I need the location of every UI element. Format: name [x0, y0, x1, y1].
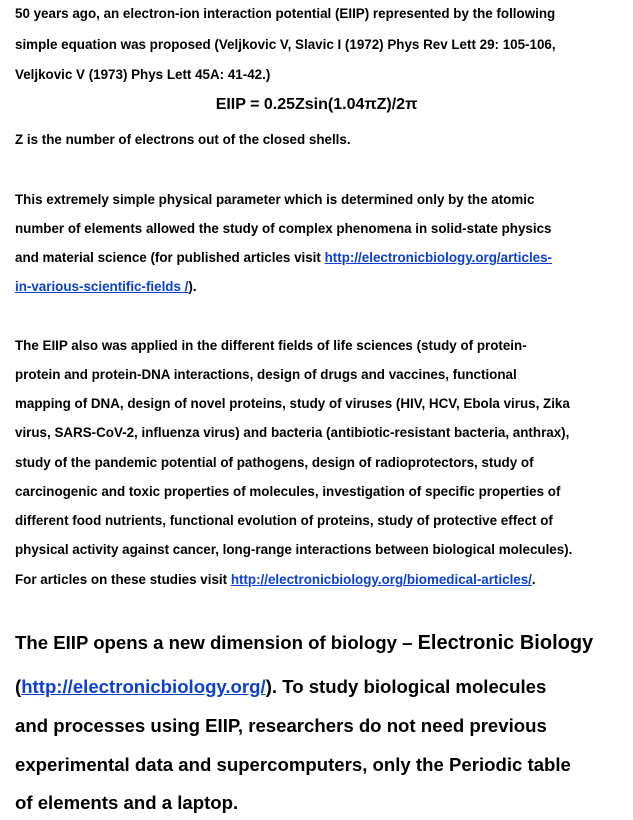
life-sciences-line-7: different food nutrients, functional evolution of proteins, study of protective effect of	[15, 513, 553, 528]
z-definition: Z is the number of electrons out of the closed shells.	[15, 132, 351, 147]
biomedical-suffix: .	[531, 572, 536, 587]
closing-line-4: experimental data and supercomputers, only the Periodic table	[15, 754, 571, 775]
articles-link-part-2[interactable]: in-various-scientific-fields /	[15, 279, 189, 294]
biomedical-prefix: For articles on these studies visit	[15, 572, 231, 587]
physics-line-2: number of elements allowed the study of complex phenomena in solid-state physics	[15, 221, 552, 236]
life-sciences-line-1: The EIIP also was applied in the different fields of life sciences (study of protein-	[15, 338, 527, 353]
closing-open-paren: (	[15, 676, 22, 697]
intro-line-2: simple equation was proposed (Veljkovic V, Slavic I (1972) Phys Rev Lett 29: 105-106,	[15, 37, 556, 52]
biomedical-articles-link[interactable]: http://electronicbiology.org/biomedical-articles/	[230, 572, 532, 587]
physics-line-4	[15, 279, 197, 295]
closing-line-1-text: The EIIP opens a new dimension of biology –	[15, 632, 418, 653]
closing-line-3: and processes using EIIP, researchers do not need previous	[15, 715, 547, 736]
closing-line-5: of elements and a laptop.	[15, 792, 239, 813]
life-sciences-line-4: virus, SARS-CoV-2, influenza virus) and bacteria (antibiotic-resistant bacteria, anthrax),	[15, 425, 570, 440]
physics-line-3-text: and material science (for published articles visit	[15, 250, 325, 265]
life-sciences-line-8: physical activity against cancer, long-range interactions between biological molecules).	[15, 542, 573, 557]
articles-link-part-1[interactable]: http://electronicbiology.org/articles-	[324, 250, 553, 265]
physics-line-4-suffix: ).	[188, 279, 197, 294]
intro-line-1: 50 years ago, an electron-ion interaction potential (EIIP) represented by the following	[15, 6, 556, 21]
life-sciences-line-3: mapping of DNA, design of novel proteins, study of viruses (HIV, HCV, Ebola virus, Zika	[15, 396, 570, 411]
life-sciences-line-9	[15, 572, 536, 588]
electronic-biology-emphasis: Electronic Biology	[417, 632, 594, 654]
closing-line-2-text: ). To study biological molecules	[265, 676, 547, 697]
intro-line-3: Veljkovic V (1973) Phys Lett 45A: 41-42.)	[15, 67, 271, 82]
eiip-equation: EIIP = 0.25Zsin(1.04πZ)/2π	[215, 96, 418, 113]
physics-line-1: This extremely simple physical parameter which is determined only by the atomic	[15, 192, 535, 207]
closing-line-1	[15, 631, 593, 655]
life-sciences-line-6: carcinogenic and toxic properties of molecules, investigation of specific properties of	[15, 484, 561, 499]
life-sciences-line-2: protein and protein-DNA interactions, design of drugs and vaccines, functional	[15, 367, 517, 382]
life-sciences-line-5: study of the pandemic potential of pathogens, design of radioprotectors, study of	[15, 455, 534, 470]
physics-line-3	[15, 250, 552, 266]
closing-line-2	[15, 675, 546, 699]
electronic-biology-home-link[interactable]: http://electronicbiology.org/	[21, 676, 266, 697]
